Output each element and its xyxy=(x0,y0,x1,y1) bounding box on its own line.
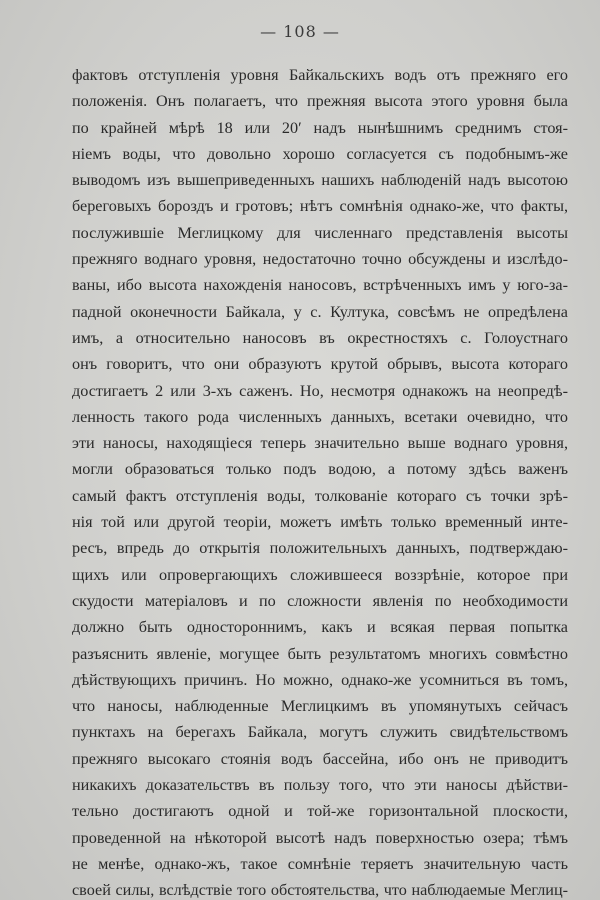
text-line: прежняго высокаго стоянія водъ бассейна, ибо онъ не приводитъ xyxy=(72,749,568,768)
body-text xyxy=(72,62,568,900)
text-line: достигаетъ 2 или 3-хъ саженъ. Но, несмотря однакожъ на неопредѣ- xyxy=(72,381,568,400)
text-line: должно быть одностороннимъ, какъ и всякая первая попытка xyxy=(72,618,568,637)
text-line: что наносы, наблюденные Меглицкимъ въ упомянутыхъ сейчасъ xyxy=(72,697,568,716)
text-line: выводомъ изъ вышеприведенныхъ нашихъ наблюденій надъ высотою xyxy=(72,171,568,190)
text-line: разъяснить явленіе, могущее быть результатомъ многихъ совмѣстно xyxy=(72,644,568,663)
text-line: береговыхъ бороздъ и гротовъ; нѣтъ сомнѣнія однако-же, что факты, xyxy=(72,197,568,216)
text-line: щихъ или опровергающихъ сложившееся воззрѣніе, которое при xyxy=(72,565,568,584)
text-line: никакихъ доказательствъ въ пользу того, что эти наносы дѣйстви- xyxy=(72,776,568,795)
text-line: имъ, а относительно наносовъ въ окрестностяхъ с. Голоустнаго xyxy=(72,328,568,347)
text-line: самый фактъ отступленія воды, толкованіе котораго съ точки зрѣ- xyxy=(72,486,568,505)
text-line: нія той или другой теоріи, можетъ имѣть только временный инте- xyxy=(72,513,568,532)
text-line: дѣйствующихъ причинъ. Но можно, однако-же усомниться въ томъ, xyxy=(72,670,568,689)
text-line: скудости матеріаловъ и по сложности явленія по необходимости xyxy=(72,591,568,610)
text-line: фактовъ отступленія уровня Байкальскихъ водъ отъ прежняго его xyxy=(72,66,568,84)
text-line: положенія. Онъ полагаетъ, что прежняя высота этого уровня была xyxy=(72,92,568,111)
text-line: ресъ, впредь до открытія положительныхъ данныхъ, подтверждаю- xyxy=(72,539,568,558)
text-line: по крайней мѣрѣ 18 или 20′ надъ нынѣшнимъ среднимъ стоя- xyxy=(72,118,568,137)
text-line: не менѣе, однако-жъ, такое сомнѣніе теряетъ значительную часть xyxy=(72,854,568,873)
text-line: своей силы, вслѣдствіе того обстоятельства, что наблюдаемые Меглиц- xyxy=(72,881,568,900)
text-line: падной оконечности Байкала, у с. Култука, совсѣмъ не опредѣлена xyxy=(72,302,568,321)
text-line: ваны, ибо высота нахожденія наносовъ, встрѣченныхъ имъ у юго-за- xyxy=(72,276,568,295)
page-number: — 108 — xyxy=(260,22,340,41)
text-line: пунктахъ на берегахъ Байкала, могутъ служить свидѣтельствомъ xyxy=(72,723,568,742)
text-line: могли образоваться только подъ водою, а потому здѣсь важенъ xyxy=(72,460,568,479)
text-line: онъ говоритъ, что они образуютъ крутой обрывъ, высота котораго xyxy=(72,355,568,374)
text-line: прежняго воднаго уровня, недостаточно точно обсуждены и изслѣдо- xyxy=(72,250,568,269)
text-line: ленность такого рода численныхъ данныхъ, всетаки очевидно, что xyxy=(72,407,568,426)
text-line: тельно достигаютъ одной и той-же горизонтальной плоскости, xyxy=(72,802,568,821)
text-line: эти наносы, находящіеся теперь значительно выше воднаго уровня, xyxy=(72,434,568,453)
text-line: ніемъ воды, что довольно хорошо согласуется съ подобнымъ-же xyxy=(72,144,568,163)
text-line: проведенной на нѣкоторой высотѣ надъ поверхностью озера; тѣмъ xyxy=(72,828,568,847)
text-line: послужившіе Меглицкому для численнаго представленія высоты xyxy=(72,223,568,242)
